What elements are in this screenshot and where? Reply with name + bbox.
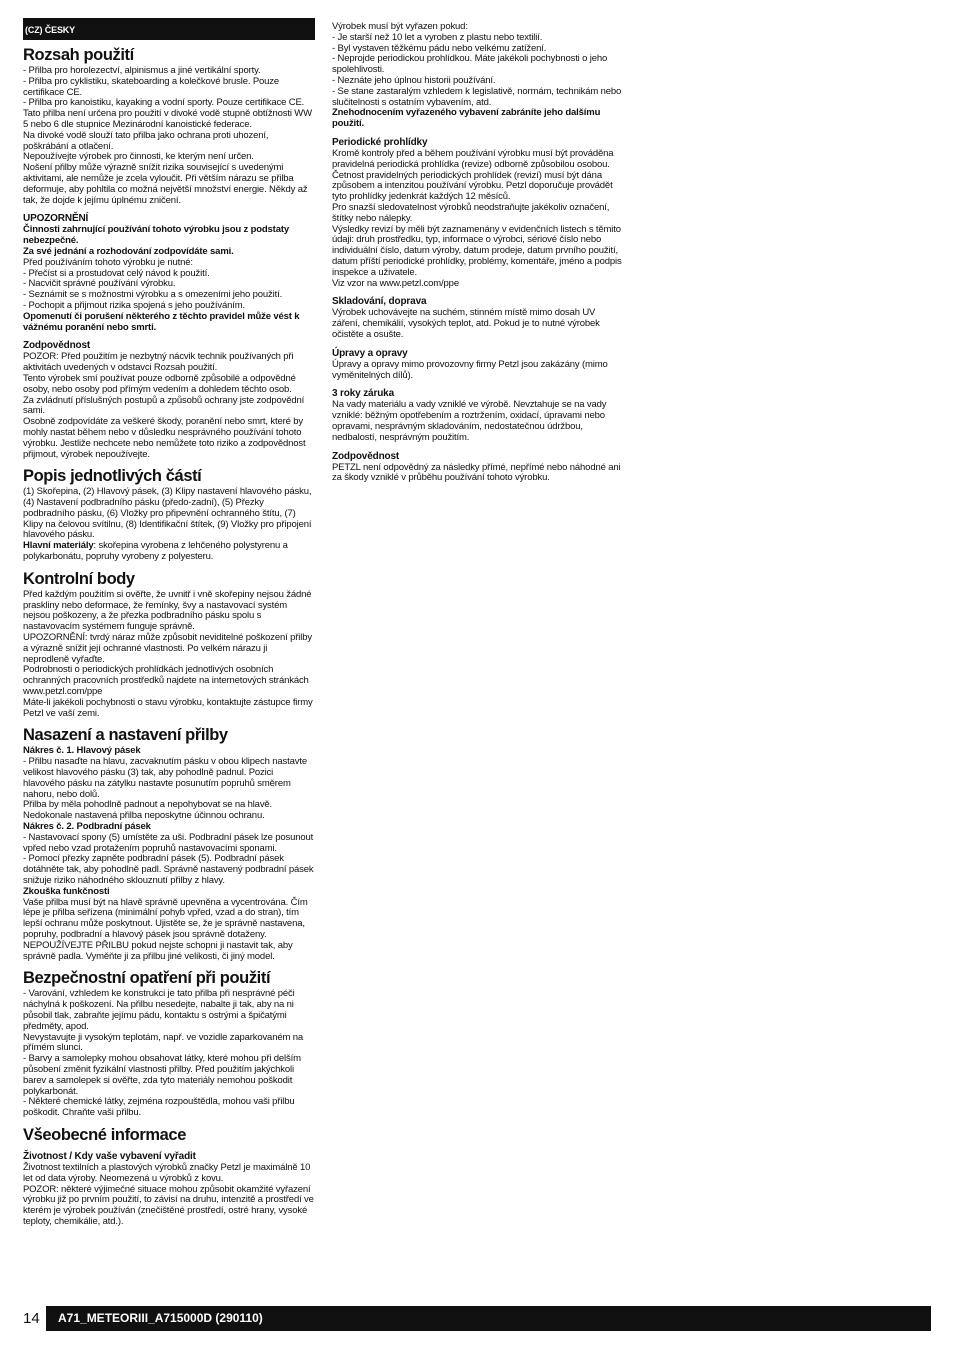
paragraph: Kromě kontroly před a během používání výrobku musí být prováděna pravidelná periodická prohlídka (revize) odborně způsobilou osobou. Četnost pravidelných periodických prohlídek (revizí) musí být dána způsobem a intenzitou používání výrobku. Petzl doporučuje provádět tyto prohlídky jedenkrát každých 12 měsíců. xyxy=(332,147,614,203)
paragraph: POZOR: některé výjimečné situace mohou způsobit okamžité vyřazení výrobku již po prvním použití, to závisí na druhu, intenzitě a prostředí ve kterém je výrobek používán (znečištěné prostředí, ostré hrany, vysoké teploty, chemikálie, atd.). xyxy=(23,1183,314,1227)
right-column xyxy=(332,22,622,484)
paragraph: - Pomocí přezky zapněte podbradní pásek (5). Podbradní pásek dotáhněte tak, aby pohodlně padl. Správně nastavený podbradní pásek snižuje riziko náhodného sklouznutí přilby z hlavy. xyxy=(23,853,314,886)
paragraph: Nevystavujte ji vysokým teplotám, např. ve vozidle zaparkovaném na přímém slunci. xyxy=(23,1031,303,1054)
paragraph: Výsledky revizí by měli být zaznamenány v evidenčních listech s těmito údaji: druh prostředku, typ, informace o výrobci, sériové číslo nebo individuální číslo, datum výroby, datum prodeje, datum prvního použití, datum příští periodické prohlídky, problémy, komentáře, jméno a podpis inspekce a uživatele. xyxy=(332,223,622,278)
paragraph: - Je starší než 10 let a vyroben z plastu nebo textilií. xyxy=(332,31,543,43)
language-header: (CZ) ČESKY xyxy=(23,18,315,40)
paragraph: - Neprojde periodickou prohlídkou. Máte jakékoli pochybnosti o jeho spolehlivosti. xyxy=(332,53,608,76)
subsection-title-upravy: Úpravy a opravy xyxy=(332,347,408,359)
paragraph: - Seznámit se s možnostmi výrobku a s omezeními jeho použití. xyxy=(23,289,283,301)
paragraph: Nepoužívejte výrobek pro činnosti, ke kterým není určen. xyxy=(23,151,254,163)
subsection-title-zivotnost: Životnost / Kdy vaše vybavení vyřadit xyxy=(23,1150,196,1162)
paragraph: Osobně zodpovídáte za veškeré škody, poranění nebo smrt, které by mohly nastat během nebo v důsledku nesprávného používání tohoto výrobku. Jestliže nechcete nebo nemůžete toto riziko a zodpovědnost přijmout, výrobek nepoužívejte. xyxy=(23,416,306,460)
materials-label: Hlavní materiály xyxy=(23,540,94,552)
subsection-title-periodicke: Periodické prohlídky xyxy=(332,136,428,148)
paragraph: - Přečíst si a prostudovat celý návod k použití. xyxy=(23,267,210,279)
page-footer xyxy=(23,1306,931,1331)
paragraph: - Varování, vzhledem ke konstrukci je tato přilba při nesprávné péči náchylná k poškození. Na přilbu nesedejte, nabalte ji tak, aby na ni působil tlak, zabraňte jejímu pádu, kontaktu s ostrými a špičatými předměty, apod. xyxy=(23,988,295,1032)
page-number: 14 xyxy=(23,1310,40,1327)
paragraph: Tento výrobek smí používat pouze odborně způsobilé a odpovědné osoby, nebo osoby pod přímým vedením a dohledem těchto osob. xyxy=(23,372,296,395)
paragraph: (1) Skořepina, (2) Hlavový pásek, (3) Klipy nastavení hlavového pásku, (4) Nastavení podbradního pásku (předo-zadní), (5) Přezky podbradního pásku, (6) Vložky pro připevnění ochranného štítu, (7) Klipy na čelovou svítilnu, (8) Identifikační štítek, (9) Vložky pro připojení hlavového pásku. xyxy=(23,486,312,541)
paragraph: - Přilba pro kanoistiku, kayaking a vodní sporty. Pouze certifikace CE. Tato přilba není určena pro použití v divoké vodě stupně obtížnosti WW 5 nebo 6 dle stupnice Mezinárodní kanoistické federace. xyxy=(23,97,312,130)
paragraph: NEPOUŽÍVEJTE PŘILBU pokud nejste schopni ji nastavit tak, aby správně padla. Vyměňte ji za přilbu jiné velikosti, či jiný model. xyxy=(23,939,293,962)
paragraph: Za zvládnutí příslušných postupů a způsobů ochrany jste zodpovědní sami. xyxy=(23,394,305,417)
paragraph: Pro snazší sledovatelnost výrobků neodstraňujte jakékoliv označení, štítky nebo nálepky. xyxy=(332,201,610,224)
left-column xyxy=(23,18,315,1228)
section-title-bezpecnostni: Bezpečnostní opatření při použití xyxy=(23,969,271,988)
paragraph: Podrobnosti o periodických prohlídkách jednotlivých osobních ochranných pracovních prostředků najdete na internetových stránkách www.petzl.com/ppe xyxy=(23,664,309,698)
paragraph: - Neznáte jeho úplnou historii používání. xyxy=(332,74,496,86)
section-title-popis: Popis jednotlivých částí xyxy=(23,467,202,486)
section-title-rozsah: Rozsah použití xyxy=(23,46,134,64)
paragraph: - Se stane zastaralým vzhledem k legislativě, normám, technikám nebo slučitelnosti s ostatním vybavením, atd. xyxy=(332,85,622,108)
paragraph: Před každým použitím si ověřte, že uvnitř i vně skořepiny nejsou žádné praskliny nebo deformace, že řemínky, švy a nastavovací systém nejsou poškozeny, a že přezka podbradního pásku spolu s nastavovacím systémem funguje správně. xyxy=(23,588,312,633)
paragraph: POZOR: Před použitím je nezbytný nácvik technik používaných při aktivitách uvedených v odstavci Rozsah použití. xyxy=(23,351,294,374)
warning-bold: Činnosti zahrnující používání tohoto výrobku jsou z podstaty nebezpečné. xyxy=(23,224,289,247)
paragraph: - Některé chemické látky, zejména rozpouštědla, mohou vaši přilbu poškodit. Chraňte vaši přilbu. xyxy=(23,1096,295,1119)
paragraph xyxy=(23,541,315,563)
paragraph: - Byl vystaven těžkému pádu nebo velkému zatížení. xyxy=(332,42,547,54)
paragraph: - Pochopit a přijmout rizika spojená s jeho používáním. xyxy=(23,299,245,311)
paragraph: Nošení přilby může výrazně snížit rizika související s uvedenými aktivitami, ale nemůže je zcela vyloučit. Při větším nárazu se přilba deformuje, aby pohltila co možná největší množství energie. Někdy až tak, že dojde k jejímu úplnému zničení. xyxy=(23,162,308,206)
subsection-title-skladovani: Skladování, doprava xyxy=(332,296,427,308)
paragraph: Před používáním tohoto výrobku je nutné: xyxy=(23,256,193,268)
paragraph: UPOZORNĚNÍ: tvrdý náraz může způsobit neviditelné poškození přilby a výrazně snížit její ochranné vlastnosti. Po velkém nárazu ji neprodleně vyřaďte. xyxy=(23,632,312,665)
section-title-vseobecne: Všeobecné informace xyxy=(23,1125,186,1144)
figure-caption: Zkouška funkčnosti xyxy=(23,885,110,897)
paragraph: - Barvy a samolepky mohou obsahovat látky, které mohou při delším působení změnit fyzikální vlastnosti přilby. Před použitím jakýchkoli barev a samolepek si ověřte, zda tyto materiály nemohou poškodit polykarbonát. xyxy=(23,1053,301,1097)
document-code-bar: A71_METEORIII_A715000D (290110) xyxy=(46,1306,931,1331)
subsection-title-zodpovednost-petzl: Zodpovědnost xyxy=(332,450,400,462)
paragraph: Vaše přilba musí být na hlavě správně upevněna a vycentrována. Čím lépe je přilba seřízena (minimální pohyb vpřed, vzad a do stran), tím lepší ochranu může poskytnout. Ujistěte se, že je správně nastavena, popruhy, podbradní a hlavový pásek jsou správně dotaženy. xyxy=(23,896,308,940)
paragraph: - Nastavovací spony (5) umístěte za uši. Podbradní pásek lze posunout vpřed nebo vzad protažením popruhů nastavovacími sponami. xyxy=(23,831,314,854)
warning-bold: Opomenutí či porušení některého z těchto pravidel může vést k vážnému poranění nebo smrti. xyxy=(23,310,300,333)
paragraph: Úpravy a opravy mimo provozovny firmy Petzl jsou zakázány (mimo vyměnitelných dílů). xyxy=(332,358,608,381)
warning-bold: Znehodnocením vyřazeného vybavení zabráníte jeho dalšímu použití. xyxy=(332,107,601,130)
subsection-title-zaruka: 3 roky záruka xyxy=(332,388,394,400)
paragraph: Životnost textilních a plastových výrobků značky Petzl je maximálně 10 let od data výroby. Neomezená u výrobků z kovu. xyxy=(23,1161,311,1184)
paragraph: PETZL není odpovědný za následky přímé, nepřímé nebo náhodné ani za škody vzniklé v průběhu používání tohoto výrobku. xyxy=(332,461,621,484)
section-title-nasazeni: Nasazení a nastavení přilby xyxy=(23,726,228,745)
paragraph: Výrobek uchovávejte na suchém, stinném místě mimo dosah UV záření, chemikálií, vysokých teplot, atd. Pokud je to nutné výrobek očistěte a osušte. xyxy=(332,307,600,340)
paragraph: Na divoké vodě slouží tato přilba jako ochrana proti uhození, poškrábání a otlačení. xyxy=(23,129,269,152)
paragraph: Na vady materiálu a vady vzniklé ve výrobě. Nevztahuje se na vady vzniklé: běžným opotřebením a roztržením, oxidací, úpravami nebo opravami, nesprávným skladováním, nedostatečnou údržbou, nedbalostí, nesprávným použitím. xyxy=(332,399,607,443)
paragraph: Přilba by měla pohodlně padnout a nepohybovat se na hlavě. Nedokonale nastavená přilba neposkytne účinnou ochranu. xyxy=(23,799,273,822)
materials-text: : skořepina vyrobena z lehčeného polystyrenu a polykarbonátu, popruhy vyrobeny z polyesteru. xyxy=(23,540,288,563)
warning-bold: Za své jednání a rozhodování zodpovídáte sami. xyxy=(23,245,234,257)
paragraph: Výrobek musí být vyřazen pokud: xyxy=(332,21,468,32)
paragraph: - Přilba pro horolezectví, alpinismus a jiné vertikální sporty. xyxy=(23,65,261,76)
figure-caption: Nákres č. 2. Podbradní pásek xyxy=(23,821,151,833)
paragraph: - Nacvičit správné používání výrobku. xyxy=(23,278,176,290)
paragraph: Máte-li jakékoli pochybnosti o stavu výrobku, kontaktujte zástupce firmy Petzl ve vaší zemi. xyxy=(23,696,313,719)
section-title-kontrolni: Kontrolní body xyxy=(23,569,135,588)
paragraph: Viz vzor na www.petzl.com/ppe xyxy=(332,277,459,289)
subsection-title-zodpovednost: Zodpovědnost xyxy=(23,340,91,352)
figure-caption: Nákres č. 1. Hlavový pásek xyxy=(23,745,141,757)
subsection-title-upozorneni: UPOZORNĚNÍ xyxy=(23,213,89,225)
paragraph: - Přilba pro cyklistiku, skateboarding a kolečkové brusle. Pouze certifikace CE. xyxy=(23,75,280,98)
paragraph: - Přilbu nasaďte na hlavu, zacvaknutím pásku v obou klipech nastavte velikost hlavového pásku (3) tak, aby pohodlně padnul. Pozici hlavového pásku na zátylku nastavte posunutím popruhů směrem nahoru, nebo dolů. xyxy=(23,756,307,800)
